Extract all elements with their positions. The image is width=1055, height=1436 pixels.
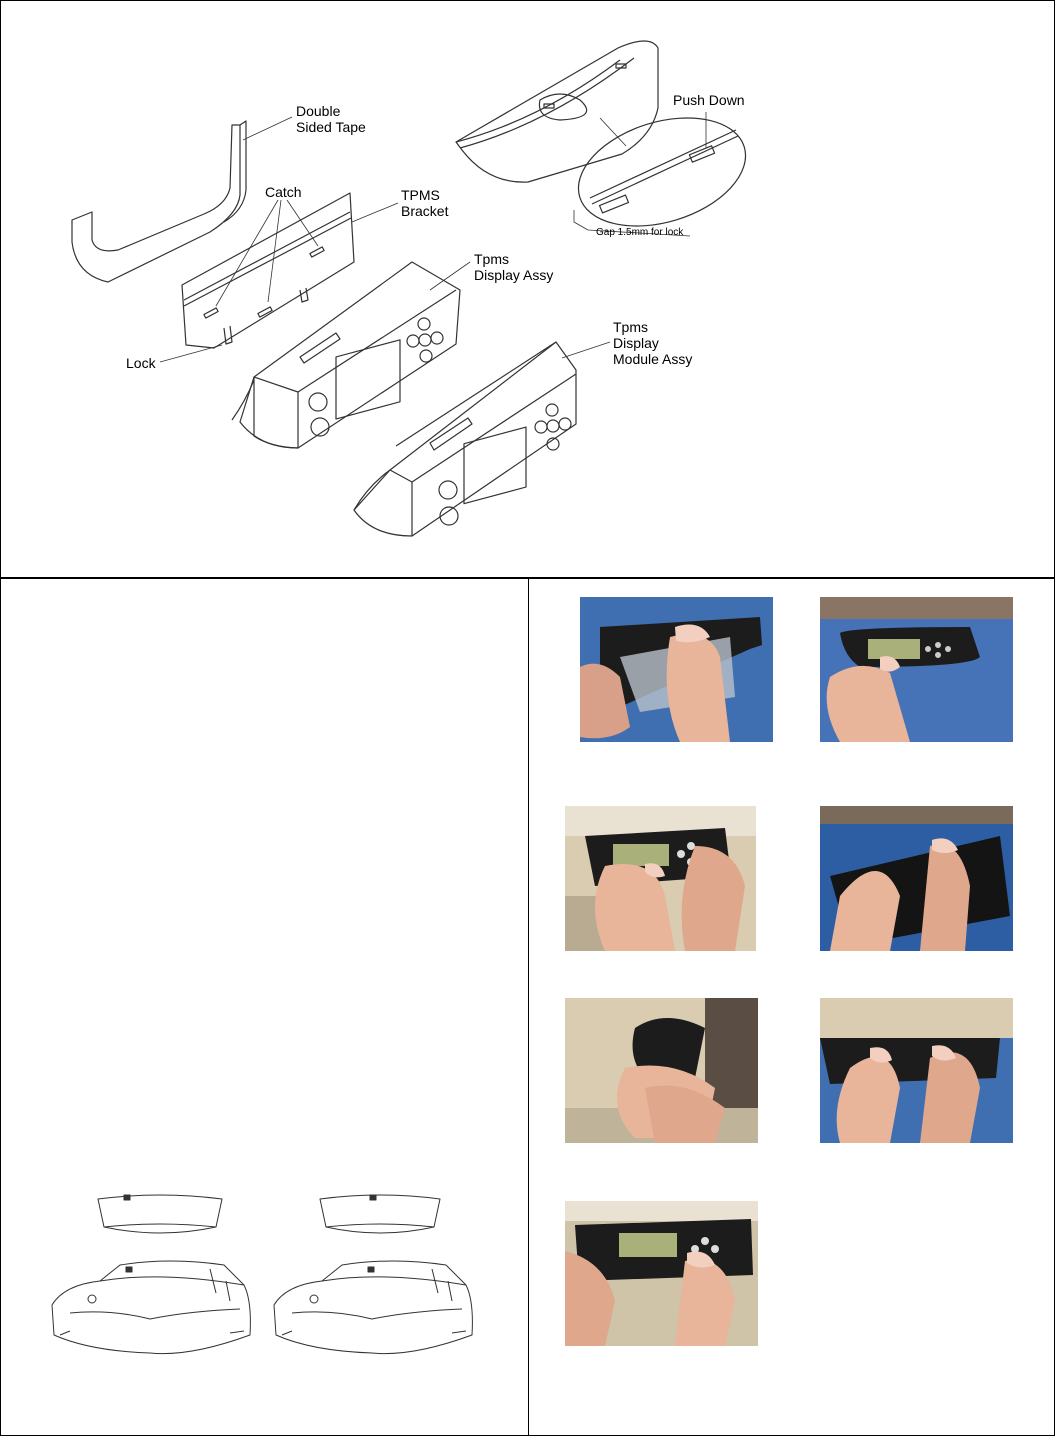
label-push-down: Push Down xyxy=(673,92,745,108)
vehicle-line-art xyxy=(40,1185,500,1365)
assembly-line-art xyxy=(0,0,1055,577)
photo-mount-display xyxy=(820,597,1013,742)
tpms-display-module-assy-shape xyxy=(354,342,576,536)
vehicle-location-illustrations xyxy=(40,1185,500,1365)
label-tpms-display-module-assy: Tpms Display Module Assy xyxy=(613,319,693,367)
label-catch: Catch xyxy=(265,184,302,200)
label-tpms-bracket: TPMS Bracket xyxy=(401,187,449,219)
label-gap: Gap 1.5mm for lock xyxy=(596,227,684,238)
photo-installed-module xyxy=(565,1201,758,1346)
tpms-display-assy-shape xyxy=(240,262,460,448)
label-double-sided-tape: Double Sided Tape xyxy=(296,103,366,135)
label-tpms-display-assy: Tpms Display Assy xyxy=(474,251,554,283)
photo-tilt-module xyxy=(565,998,758,1143)
photo-press-bracket xyxy=(820,806,1013,951)
section-divider-vertical xyxy=(528,578,529,1436)
photo-push-module xyxy=(820,998,1013,1143)
exploded-assembly-diagram xyxy=(0,0,1055,577)
photo-apply-tape xyxy=(580,597,773,742)
tpms-bracket-shape xyxy=(182,193,354,348)
photo-align-display xyxy=(565,806,756,951)
double-sided-tape-shape xyxy=(72,125,240,282)
label-lock: Lock xyxy=(126,355,156,371)
